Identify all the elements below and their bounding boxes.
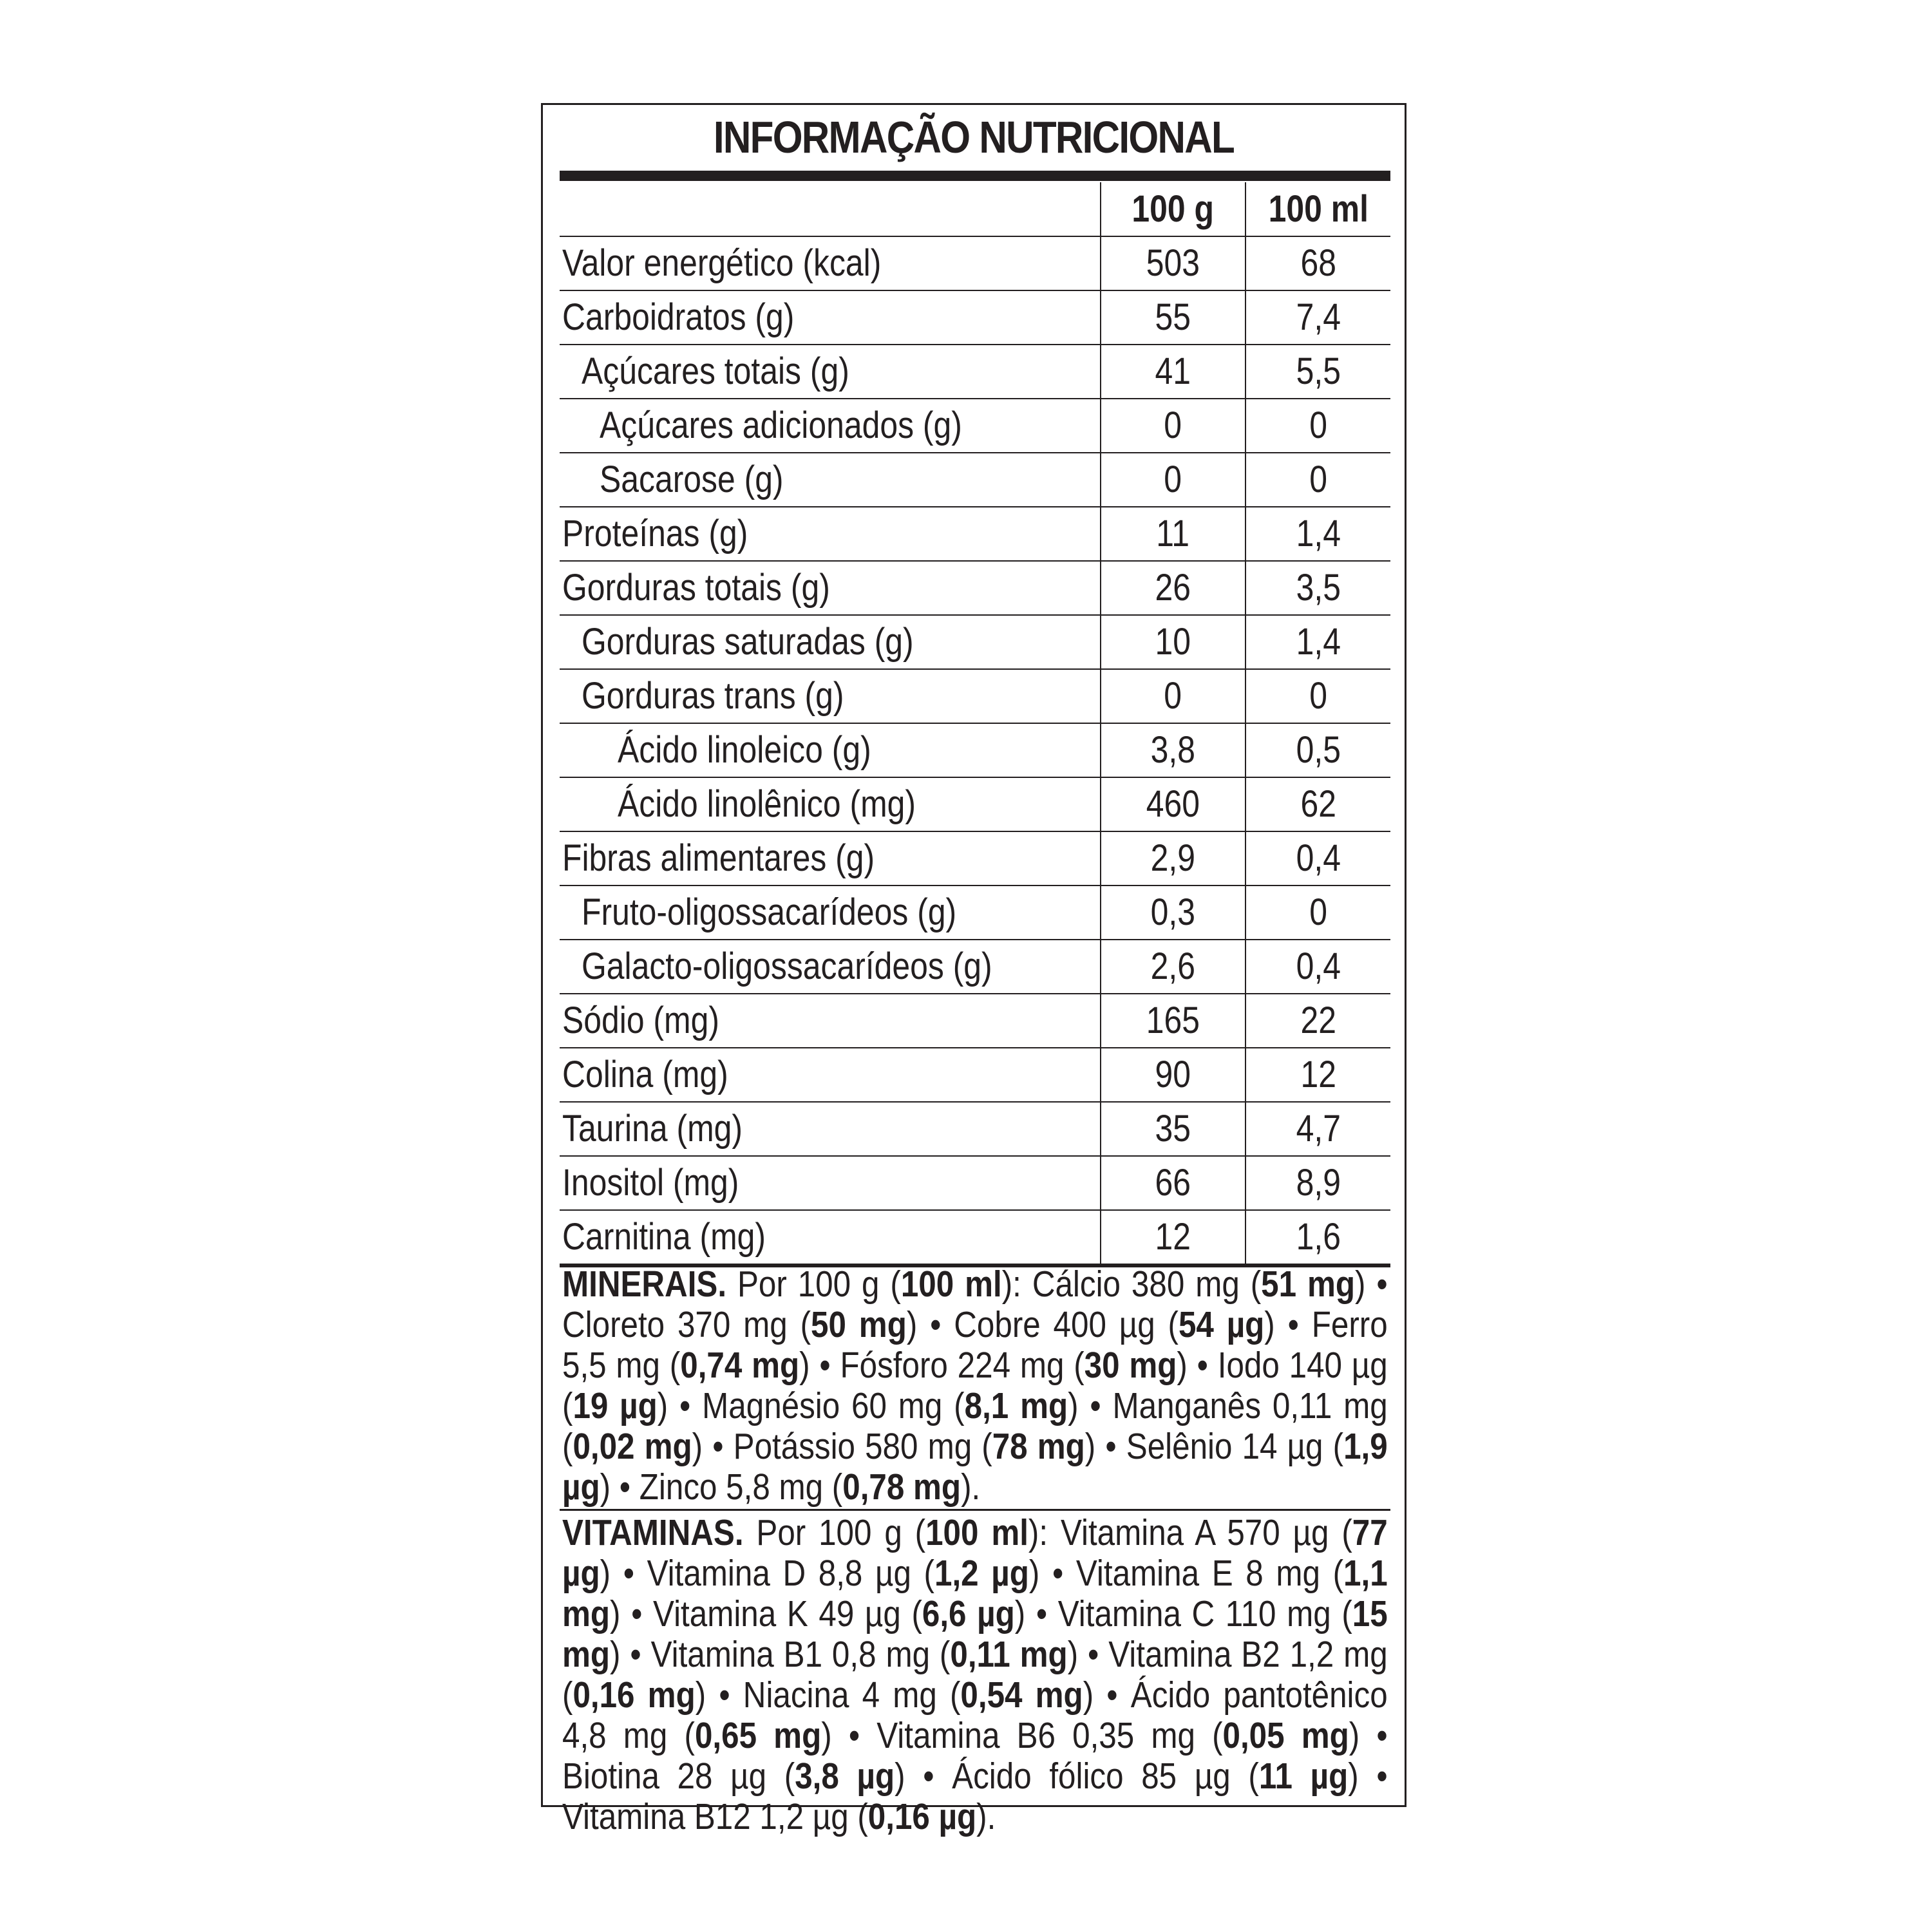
mineral-item: • Iodo 140 µg (19 µg) bbox=[562, 1345, 1388, 1426]
value-100g: 0 bbox=[1101, 399, 1245, 453]
nutrient-label: Sódio (mg) bbox=[560, 994, 1101, 1048]
nutrition-table bbox=[560, 182, 1390, 1267]
vitamin-intro-bold: 100 ml bbox=[925, 1512, 1028, 1553]
table-row bbox=[560, 236, 1390, 290]
mineral-item: • Selênio 14 µg (1,9 µg) bbox=[562, 1426, 1388, 1508]
value-100g: 90 bbox=[1101, 1048, 1245, 1102]
table-row bbox=[560, 1156, 1390, 1210]
mineral-item: • Fósforo 224 mg (30 mg) bbox=[810, 1345, 1188, 1386]
nutrient-label: Taurina (mg) bbox=[560, 1102, 1101, 1156]
vitamin-item: • Ácido fólico 85 µg (11 µg) bbox=[905, 1756, 1359, 1797]
table-row bbox=[560, 994, 1390, 1048]
value-100ml: 0,4 bbox=[1245, 831, 1390, 886]
vitamin-item: • Vitamina B1 0,8 mg (0,11 mg) bbox=[620, 1634, 1079, 1675]
value-100g: 0 bbox=[1101, 669, 1245, 723]
value-100g: 165 bbox=[1101, 994, 1245, 1048]
nutrient-label: Sacarose (g) bbox=[560, 453, 1101, 507]
value-100g: 35 bbox=[1101, 1102, 1245, 1156]
mineral-heading: MINERAIS. bbox=[562, 1264, 727, 1305]
value-100ml: 0,4 bbox=[1245, 940, 1390, 994]
vitamins-section bbox=[562, 1513, 1388, 1837]
header-per-100ml: 100 ml bbox=[1245, 182, 1390, 236]
nutrient-label: Gorduras trans (g) bbox=[560, 669, 1101, 723]
nutrient-label: Fruto-oligossacarídeos (g) bbox=[560, 886, 1101, 940]
mineral-intro-bold: 100 ml bbox=[900, 1264, 1002, 1305]
nutrient-label: Gorduras saturadas (g) bbox=[560, 615, 1101, 669]
value-100g: 0,3 bbox=[1101, 886, 1245, 940]
value-100ml: 1,4 bbox=[1245, 507, 1390, 561]
value-100g: 26 bbox=[1101, 561, 1245, 615]
mineral-item: • Cloreto 370 mg (50 mg) bbox=[562, 1264, 1388, 1345]
mineral-item: • Magnésio 60 mg (8,1 mg) bbox=[668, 1385, 1079, 1426]
value-100ml: 7,4 bbox=[1245, 290, 1390, 345]
mineral-item: • Manganês 0,11 mg (0,02 mg) bbox=[562, 1385, 1388, 1467]
value-100ml: 22 bbox=[1245, 994, 1390, 1048]
table-row bbox=[560, 290, 1390, 345]
table-row bbox=[560, 777, 1390, 831]
value-100ml: 62 bbox=[1245, 777, 1390, 831]
table-row bbox=[560, 507, 1390, 561]
table-row bbox=[560, 669, 1390, 723]
table-row bbox=[560, 345, 1390, 399]
header-per-100g: 100 g bbox=[1101, 182, 1245, 236]
value-100g: 2,6 bbox=[1101, 940, 1245, 994]
mineral-item: • Potássio 580 mg (78 mg) bbox=[703, 1426, 1096, 1467]
nutrient-label: Ácido linolênico (mg) bbox=[560, 777, 1101, 831]
mineral-intro-end: ): bbox=[1001, 1264, 1032, 1305]
mineral-item: • Zinco 5,8 mg (0,78 mg). bbox=[611, 1466, 981, 1508]
vitamin-item: • Biotina 28 µg (3,8 µg) bbox=[562, 1715, 1388, 1797]
mineral-item: • Ferro 5,5 mg (0,74 mg) bbox=[562, 1304, 1388, 1386]
nutrient-label: Carboidratos (g) bbox=[560, 290, 1101, 345]
nutrient-label: Ácido linoleico (g) bbox=[560, 723, 1101, 777]
value-100ml: 0 bbox=[1245, 453, 1390, 507]
value-100g: 66 bbox=[1101, 1156, 1245, 1210]
vitamins-text bbox=[562, 1513, 1388, 1837]
nutrient-label: Inositol (mg) bbox=[560, 1156, 1101, 1210]
table-row bbox=[560, 940, 1390, 994]
nutrient-label: Galacto-oligossacarídeos (g) bbox=[560, 940, 1101, 994]
title-divider bbox=[560, 171, 1390, 181]
value-100g: 3,8 bbox=[1101, 723, 1245, 777]
table-row bbox=[560, 1048, 1390, 1102]
value-100g: 0 bbox=[1101, 453, 1245, 507]
value-100ml: 0 bbox=[1245, 886, 1390, 940]
value-100ml: 1,6 bbox=[1245, 1210, 1390, 1265]
vitamin-intro-end: ): bbox=[1028, 1512, 1061, 1553]
vitamin-item: • Vitamina C 110 mg (15 mg) bbox=[562, 1593, 1388, 1675]
nutrient-label: Açúcares totais (g) bbox=[560, 345, 1101, 399]
nutrient-label: Gorduras totais (g) bbox=[560, 561, 1101, 615]
vitamin-item: Vitamina A 570 µg (77 µg) bbox=[562, 1512, 1388, 1594]
mineral-item: • Cobre 400 µg (54 µg) bbox=[917, 1304, 1275, 1345]
table-row bbox=[560, 886, 1390, 940]
section-divider bbox=[560, 1509, 1390, 1511]
table-row bbox=[560, 399, 1390, 453]
table-row bbox=[560, 1210, 1390, 1265]
vitamin-item: • Niacina 4 mg (0,54 mg) bbox=[706, 1674, 1094, 1716]
value-100ml: 4,7 bbox=[1245, 1102, 1390, 1156]
value-100g: 55 bbox=[1101, 290, 1245, 345]
nutrient-label: Açúcares adicionados (g) bbox=[560, 399, 1101, 453]
value-100ml: 3,5 bbox=[1245, 561, 1390, 615]
header-nutrient-cell bbox=[560, 182, 1101, 236]
vitamin-item: • Vitamina K 49 µg (6,6 µg) bbox=[620, 1593, 1026, 1634]
minerals-text bbox=[562, 1264, 1388, 1508]
table-row bbox=[560, 453, 1390, 507]
nutrient-label: Carnitina (mg) bbox=[560, 1210, 1101, 1265]
table-row bbox=[560, 561, 1390, 615]
value-100g: 11 bbox=[1101, 507, 1245, 561]
value-100g: 2,9 bbox=[1101, 831, 1245, 886]
panel-title: INFORMAÇÃO NUTRICIONAL bbox=[713, 112, 1235, 162]
value-100g: 503 bbox=[1101, 236, 1245, 290]
nutrient-label: Colina (mg) bbox=[560, 1048, 1101, 1102]
vitamin-item: • Vitamina B12 1,2 µg (0,16 µg). bbox=[562, 1756, 1388, 1837]
table-row bbox=[560, 831, 1390, 886]
vitamin-intro: Por 100 g ( bbox=[743, 1512, 926, 1553]
vitamin-item: • Vitamina B2 1,2 mg (0,16 mg) bbox=[562, 1634, 1388, 1716]
value-100ml: 0,5 bbox=[1245, 723, 1390, 777]
minerals-section bbox=[562, 1264, 1388, 1508]
vitamin-item: • Vitamina D 8,8 µg (1,2 µg) bbox=[611, 1553, 1040, 1594]
table-row bbox=[560, 615, 1390, 669]
nutrient-label: Proteínas (g) bbox=[560, 507, 1101, 561]
value-100ml: 0 bbox=[1245, 669, 1390, 723]
value-100ml: 5,5 bbox=[1245, 345, 1390, 399]
nutrient-label: Fibras alimentares (g) bbox=[560, 831, 1101, 886]
value-100ml: 1,4 bbox=[1245, 615, 1390, 669]
table-row bbox=[560, 1102, 1390, 1156]
value-100g: 10 bbox=[1101, 615, 1245, 669]
mineral-intro: Por 100 g ( bbox=[726, 1264, 901, 1305]
vitamin-heading: VITAMINAS. bbox=[562, 1512, 744, 1553]
vitamin-item: • Vitamina B6 0,35 mg (0,05 mg) bbox=[831, 1715, 1360, 1756]
value-100ml: 8,9 bbox=[1245, 1156, 1390, 1210]
table-header-row bbox=[560, 182, 1390, 236]
vitamin-item: • Vitamina E 8 mg (1,1 mg) bbox=[562, 1553, 1388, 1634]
value-100g: 460 bbox=[1101, 777, 1245, 831]
nutrition-facts-panel bbox=[541, 103, 1406, 1837]
value-100ml: 0 bbox=[1245, 399, 1390, 453]
vitamin-item: • Ácido pantotênico 4,8 mg (0,65 mg) bbox=[562, 1674, 1388, 1756]
value-100g: 41 bbox=[1101, 345, 1245, 399]
value-100ml: 68 bbox=[1245, 236, 1390, 290]
table-row bbox=[560, 723, 1390, 777]
nutrient-label: Valor energético (kcal) bbox=[560, 236, 1101, 290]
value-100ml: 12 bbox=[1245, 1048, 1390, 1102]
value-100g: 12 bbox=[1101, 1210, 1245, 1265]
mineral-item: Cálcio 380 mg (51 mg) bbox=[1032, 1264, 1366, 1305]
